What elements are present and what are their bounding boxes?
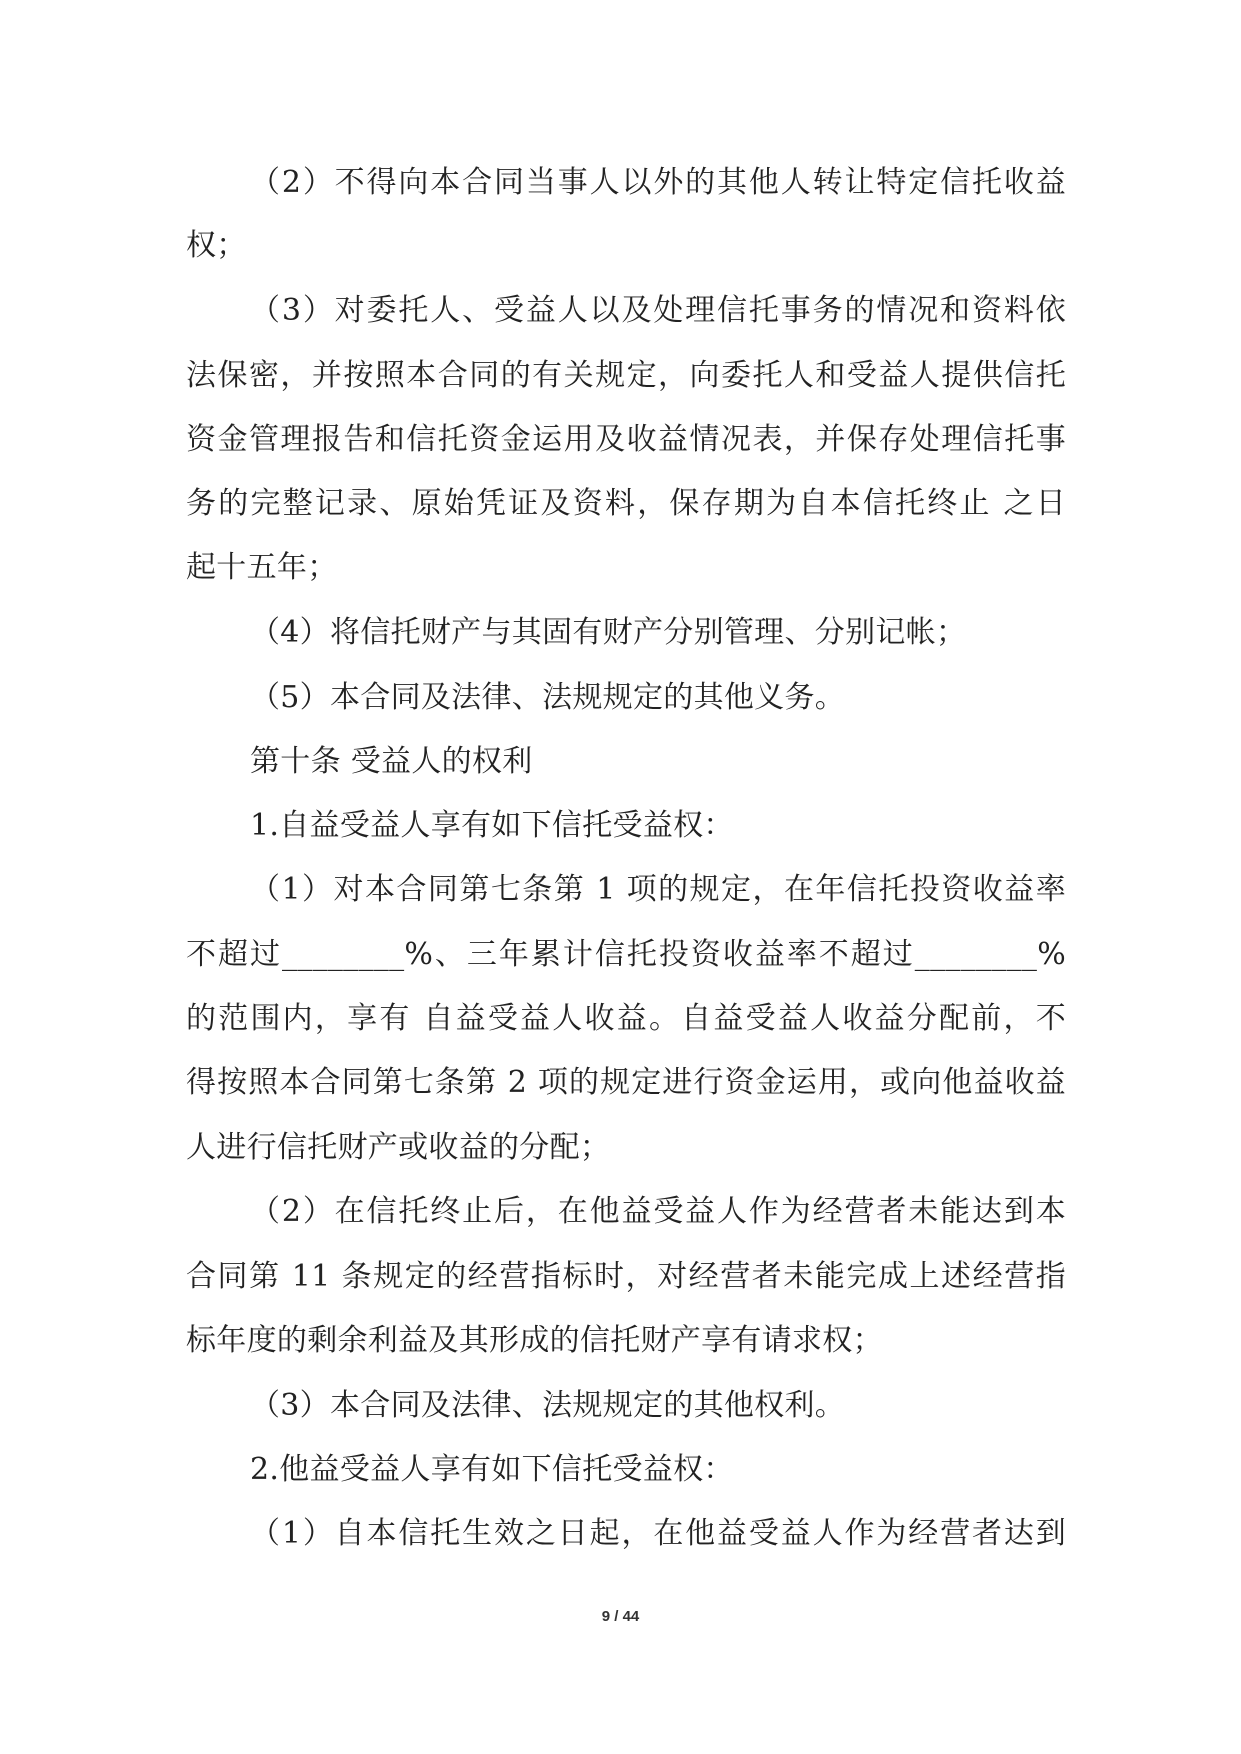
paragraph-line: 合同第 11 条规定的经营指标时，对经营者未能完成上述经营指 — [186, 1259, 1066, 1294]
paragraph-line: 人进行信托财产或收益的分配； — [186, 1130, 611, 1165]
page-number: 9 / 44 — [601, 1608, 640, 1625]
paragraph-line: （1）自本信托生效之日起，在他益受益人作为经营者达到 — [250, 1516, 1066, 1551]
paragraph-line: 2.他益受益人享有如下信托受益权： — [250, 1452, 734, 1487]
paragraph-line: （4）将信托财产与其固有财产分别管理、分别记帐； — [250, 615, 967, 650]
paragraph-line: 的范围内，享有 自益受益人收益。自益受益人收益分配前，不 — [186, 1001, 1066, 1036]
section-heading: 第十条 受益人的权利 — [250, 744, 533, 779]
paragraph-line: 资金管理报告和信托资金运用及收益情况表，并保存处理信托事 — [186, 422, 1066, 457]
paragraph-line: 不超过________%、三年累计信托投资收益率不超过________% — [186, 937, 1066, 972]
paragraph-line: 务的完整记录、原始凭证及资料，保存期为自本信托终止 之日 — [186, 486, 1066, 521]
paragraph-line: （3）本合同及法律、法规规定的其他权利。 — [250, 1388, 846, 1423]
paragraph-line: 标年度的剩余利益及其形成的信托财产享有请求权； — [186, 1323, 883, 1358]
paragraph-line: 1.自益受益人享有如下信托受益权： — [250, 808, 734, 843]
paragraph-line: （5）本合同及法律、法规规定的其他义务。 — [250, 680, 846, 715]
paragraph-line: 起十五年； — [186, 550, 338, 585]
paragraph-line: （2）不得向本合同当事人以外的其他人转让特定信托收益 — [250, 165, 1066, 200]
paragraph-line: （3）对委托人、受益人以及处理信托事务的情况和资料依 — [250, 293, 1066, 328]
paragraph-line: 权； — [186, 228, 247, 263]
paragraph-line: （2）在信托终止后，在他益受益人作为经营者未能达到本 — [250, 1194, 1066, 1229]
paragraph-line: 得按照本合同第七条第 2 项的规定进行资金运用，或向他益收益 — [186, 1065, 1066, 1100]
paragraph-line: （1）对本合同第七条第 1 项的规定，在年信托投资收益率 — [250, 872, 1066, 907]
paragraph-line: 法保密，并按照本合同的有关规定，向委托人和受益人提供信托 — [186, 358, 1066, 393]
